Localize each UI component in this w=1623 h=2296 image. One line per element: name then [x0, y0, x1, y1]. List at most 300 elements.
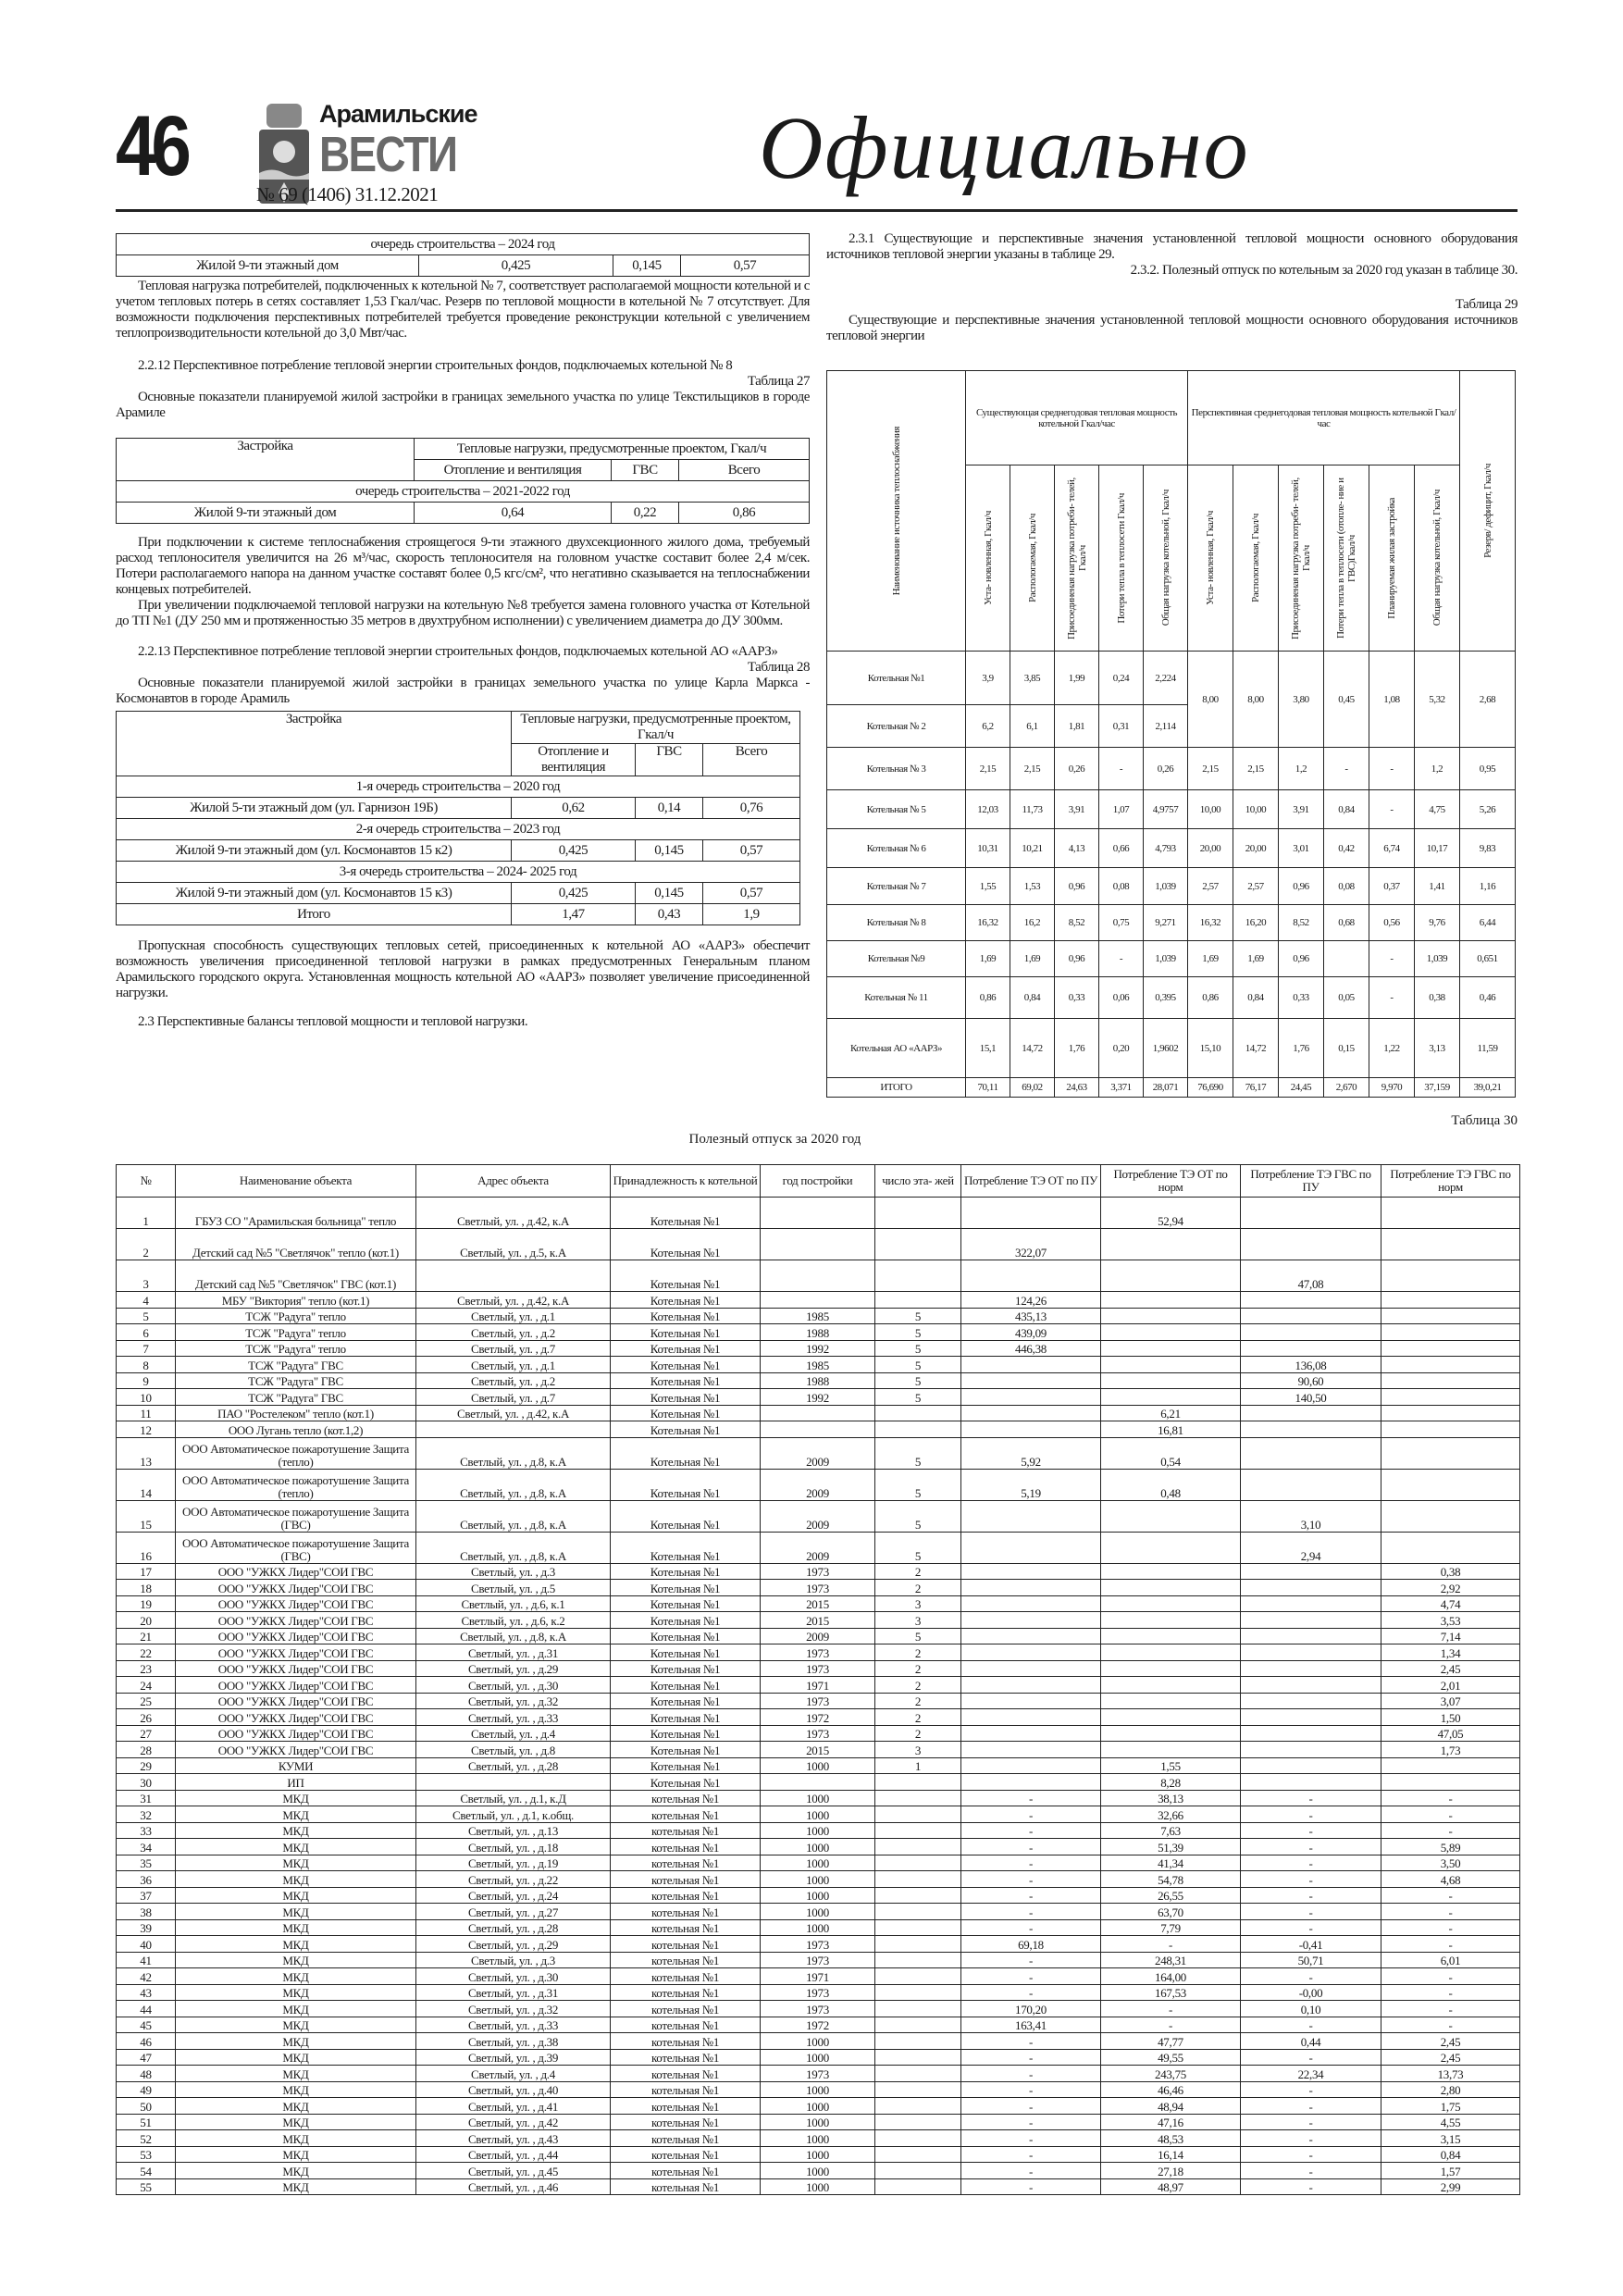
cell: 3,01 — [1279, 829, 1324, 868]
cell: - — [1099, 941, 1144, 977]
cell: 3 — [875, 1742, 961, 1758]
cell — [875, 1887, 961, 1904]
cell: 37,159 — [1415, 1078, 1460, 1098]
cell: 38 — [117, 1904, 176, 1920]
table-row — [117, 840, 800, 862]
cell: Котельная №1 — [611, 1357, 761, 1373]
cell: Светлый, ул. , д.7 — [416, 1340, 611, 1357]
cell: Светлый, ул. , д.6, к.2 — [416, 1612, 611, 1629]
cell — [961, 1580, 1101, 1596]
cell: 39,0,21 — [1460, 1078, 1516, 1098]
boiler-name: Котельная № 7 — [827, 868, 966, 905]
cell: 8,52 — [1279, 905, 1324, 941]
cell: котельная №1 — [611, 2098, 761, 2115]
cell — [1101, 1229, 1241, 1260]
cell: Котельная №1 — [611, 1725, 761, 1742]
cell: - — [1101, 2017, 1241, 2033]
header-cell: Перспективная среднегодовая тепловая мощность котельной Гкал/час — [1188, 371, 1460, 465]
cell: 3,371 — [1099, 1078, 1144, 1098]
cell: 2009 — [761, 1532, 875, 1563]
cell: 28,071 — [1144, 1078, 1188, 1098]
cell: ООО "УЖКХ Лидер"СОИ ГВС — [176, 1677, 416, 1694]
boiler-name: ИТОГО — [827, 1078, 966, 1098]
table-row — [117, 1469, 1520, 1500]
cell — [1241, 1198, 1381, 1229]
cell: 6,44 — [1460, 905, 1516, 941]
cell: 0,425 — [419, 255, 613, 277]
cell: 1992 — [761, 1340, 875, 1357]
cell: ТСЖ "Радуга" тепло — [176, 1340, 416, 1357]
cell: Светлый, ул. , д.46 — [416, 2178, 611, 2195]
cell: 2,45 — [1381, 2033, 1520, 2050]
cell: 22,34 — [1241, 2066, 1381, 2082]
cell: 0,10 — [1241, 2001, 1381, 2017]
cell: 5 — [875, 1308, 961, 1324]
page-number: 46 — [116, 99, 187, 193]
cell: ООО "УЖКХ Лидер"СОИ ГВС — [176, 1644, 416, 1661]
boiler-name: Котельная № 5 — [827, 790, 966, 829]
cell: 1972 — [761, 1709, 875, 1726]
cell: 2 — [875, 1660, 961, 1677]
cell: Котельная №1 — [611, 1405, 761, 1421]
cell: 6,1 — [1010, 705, 1055, 748]
cell — [416, 1774, 611, 1791]
cell: 52 — [117, 2130, 176, 2147]
cell: 1000 — [761, 2178, 875, 2195]
cell: Котельная №1 — [611, 1372, 761, 1389]
cell: ООО Лугань тепло (кот.1,2) — [176, 1421, 416, 1438]
cell: 1000 — [761, 1871, 875, 1888]
cell: 140,50 — [1241, 1389, 1381, 1406]
cell: 20 — [117, 1612, 176, 1629]
stage-row: очередь строительства – 2024 год — [117, 234, 810, 255]
cell: Детский сад №5 "Светлячок" ГВС (кот.1) — [176, 1260, 416, 1292]
cell: котельная №1 — [611, 1968, 761, 1985]
cell: 1000 — [761, 2098, 875, 2115]
cell — [961, 1389, 1101, 1406]
cell: - — [1369, 977, 1415, 1019]
cell — [961, 1742, 1101, 1758]
cell: - — [1381, 1936, 1520, 1953]
cell — [1241, 1644, 1381, 1661]
cell — [1101, 1660, 1241, 1677]
column-header: Принадлежность к котельной — [611, 1165, 761, 1198]
header-cell — [1010, 465, 1055, 652]
cell — [875, 1292, 961, 1309]
cell: 22 — [117, 1644, 176, 1661]
cell: Светлый, ул. , д.32 — [416, 2001, 611, 2017]
table-row — [117, 2163, 1520, 2179]
cell: 10,21 — [1010, 829, 1055, 868]
cell: 47,77 — [1101, 2033, 1241, 2050]
cell: ТСЖ "Радуга" тепло — [176, 1308, 416, 1324]
header-cell: Отопление и вентиляция — [512, 744, 636, 776]
cell — [961, 1660, 1101, 1677]
cell — [875, 2033, 961, 2050]
stage-row: 2-я очередь строительства – 2023 год — [117, 819, 800, 840]
cell: котельная №1 — [611, 1839, 761, 1855]
table-row — [117, 2098, 1520, 2115]
cell: 9 — [117, 1372, 176, 1389]
cell: 136,08 — [1241, 1357, 1381, 1373]
header-cell: ГВС — [636, 744, 703, 776]
cell: 1,57 — [1381, 2163, 1520, 2179]
cell: 1000 — [761, 2163, 875, 2179]
cell: - — [1241, 1822, 1381, 1839]
cell: 1973 — [761, 1563, 875, 1580]
cell — [1101, 1324, 1241, 1341]
cell: 3,15 — [1381, 2130, 1520, 2147]
cell: Жилой 5-ти этажный дом (ул. Гарнизон 19Б) — [117, 798, 512, 819]
table-30-title: Полезный отпуск за 2020 год — [688, 1132, 861, 1147]
cell: 14 — [117, 1469, 176, 1500]
cell: 1 — [875, 1757, 961, 1774]
cell — [875, 1260, 961, 1292]
cell: 2,15 — [1010, 748, 1055, 790]
cell — [1241, 1725, 1381, 1742]
cell: 29 — [117, 1757, 176, 1774]
cell: 2 — [875, 1693, 961, 1709]
cell: МКД — [176, 2049, 416, 2066]
cell — [1381, 1229, 1520, 1260]
cell — [875, 1198, 961, 1229]
cell — [1101, 1580, 1241, 1596]
cell: Светлый, ул. , д.45 — [416, 2163, 611, 2179]
cell: КУМИ — [176, 1757, 416, 1774]
cell: 167,53 — [1101, 1984, 1241, 2001]
cell: 2,45 — [1381, 1660, 1520, 1677]
cell — [875, 2114, 961, 2130]
cell: 26 — [117, 1709, 176, 1726]
cell: 3,53 — [1381, 1612, 1520, 1629]
cell: котельная №1 — [611, 1984, 761, 2001]
column-header: Наименование объекта — [176, 1165, 416, 1198]
table-row — [827, 1019, 1516, 1078]
cell — [1241, 1324, 1381, 1341]
header-cell: ГВС — [612, 460, 679, 481]
cell: - — [1099, 748, 1144, 790]
cell: 7 — [117, 1340, 176, 1357]
cell: 48,53 — [1101, 2130, 1241, 2147]
cell: 26,55 — [1101, 1887, 1241, 1904]
cell — [875, 2178, 961, 2195]
cell: 1973 — [761, 2066, 875, 2082]
cell: 0,96 — [1055, 868, 1099, 905]
cell: Котельная №1 — [611, 1340, 761, 1357]
cell: 8,00 — [1188, 652, 1233, 748]
table-29-label: Таблица 29 — [1455, 297, 1518, 312]
cell: Светлый, ул. , д.8, к.А — [416, 1532, 611, 1563]
cell: Котельная №1 — [611, 1532, 761, 1563]
header-cell — [1369, 465, 1415, 652]
cell: 46 — [117, 2033, 176, 2050]
boiler-name: Котельная № 2 — [827, 705, 966, 748]
cell: Светлый, ул. , д.4 — [416, 1725, 611, 1742]
cell — [1241, 1677, 1381, 1694]
cell: Светлый, ул. , д.19 — [416, 1855, 611, 1871]
cell: 8,28 — [1101, 1774, 1241, 1791]
boiler-name: Котельная № 8 — [827, 905, 966, 941]
cell: 8,52 — [1055, 905, 1099, 941]
cell — [1101, 1292, 1241, 1309]
cell: 48,97 — [1101, 2178, 1241, 2195]
cell: котельная №1 — [611, 2163, 761, 2179]
table-row — [827, 905, 1516, 941]
cell — [1101, 1612, 1241, 1629]
cell: котельная №1 — [611, 2033, 761, 2050]
cell: 40 — [117, 1936, 176, 1953]
cell — [1381, 1757, 1520, 1774]
cell: 76,17 — [1233, 1078, 1279, 1098]
cell: 46,46 — [1101, 2081, 1241, 2098]
cell: 4,74 — [1381, 1595, 1520, 1612]
cell: Светлый, ул. , д.8, к.А — [416, 1628, 611, 1644]
cell — [961, 1372, 1101, 1389]
table-row — [117, 1198, 1520, 1229]
table-27-caption: Основные показатели планируемой жилой застройки в границах земельного участка по улице Текстильщиков в городе Арамиле — [116, 390, 810, 420]
cell: 6,01 — [1381, 1952, 1520, 1968]
cell: 3,50 — [1381, 1855, 1520, 1871]
cell: МКД — [176, 1904, 416, 1920]
left-column — [116, 233, 810, 1030]
cell: 1000 — [761, 2081, 875, 2098]
cell: 16 — [117, 1532, 176, 1563]
cell: МКД — [176, 2163, 416, 2179]
cell: 1,75 — [1381, 2098, 1520, 2115]
cell: 1000 — [761, 1919, 875, 1936]
cell: 1,69 — [1010, 941, 1055, 977]
table-row — [117, 2001, 1520, 2017]
cell: МБУ "Виктория" тепло (кот.1) — [176, 1292, 416, 1309]
cell: котельная №1 — [611, 2049, 761, 2066]
cell: - — [1381, 1968, 1520, 1985]
boiler-name: Котельная № 3 — [827, 748, 966, 790]
cell: 0,62 — [512, 798, 636, 819]
cell: 2 — [875, 1725, 961, 1742]
cell: 4 — [117, 1292, 176, 1309]
boiler-name: Котельная АО «ААРЗ» — [827, 1019, 966, 1078]
cell: 0,86 — [1188, 977, 1233, 1019]
header-cell: Всего — [679, 460, 810, 481]
cell: 1000 — [761, 1822, 875, 1839]
cell: 435,13 — [961, 1308, 1101, 1324]
cell: Светлый, ул. , д.3 — [416, 1563, 611, 1580]
cell: 0,86 — [679, 503, 810, 524]
cell: ТСЖ "Радуга" ГВС — [176, 1372, 416, 1389]
cell: котельная №1 — [611, 2066, 761, 2082]
cell: 1973 — [761, 1580, 875, 1596]
cell — [961, 1612, 1101, 1629]
cell: 1,22 — [1369, 1019, 1415, 1078]
table-row — [117, 776, 800, 798]
header-text: Уста- новленная, Гкал/ч — [1205, 511, 1216, 605]
table-row — [117, 904, 800, 925]
issue-info: № 69 (1406) 31.12.2021 — [256, 183, 439, 205]
cell: 24 — [117, 1677, 176, 1694]
cell: - — [1241, 1919, 1381, 1936]
table-row — [117, 1725, 1520, 1742]
cell: 1,81 — [1055, 705, 1099, 748]
cell — [1381, 1469, 1520, 1500]
cell: 3,80 — [1279, 652, 1324, 748]
cell: 0,06 — [1099, 977, 1144, 1019]
cell: 1,9602 — [1144, 1019, 1188, 1078]
cell — [1101, 1500, 1241, 1532]
cell: 70,11 — [966, 1078, 1010, 1098]
cell: 37 — [117, 1887, 176, 1904]
header-cell — [1188, 465, 1233, 652]
cell: - — [961, 1919, 1101, 1936]
cell: 1973 — [761, 1984, 875, 2001]
cell: 2 — [875, 1677, 961, 1694]
cell — [1101, 1725, 1241, 1742]
cell: 2,15 — [966, 748, 1010, 790]
cell: - — [961, 1904, 1101, 1920]
cell — [1241, 1612, 1381, 1629]
cell: - — [961, 2066, 1101, 2082]
cell: 41 — [117, 1952, 176, 1968]
cell: Светлый, ул. , д.29 — [416, 1660, 611, 1677]
cell: 13,73 — [1381, 2066, 1520, 2082]
cell: Светлый, ул. , д.38 — [416, 2033, 611, 2050]
paragraph: Тепловая нагрузка потребителей, подключенных к котельной № 7, соответствует располагаемой мощности котельной и с учетом тепловых потерь в сетях составляет 1,53 Гкал/час. Резерв по тепловой мощности в котельной № 7 отсутствует. Для возможности подключения перспективных потребителей требуется проведение реконструкции котельной с увеличением теплопроизводительности котельной до 3,0 Мвт/час. — [116, 279, 810, 341]
cell: - — [961, 1839, 1101, 1855]
cell: котельная №1 — [611, 1936, 761, 1953]
table-row — [117, 1372, 1520, 1389]
table-row — [117, 1389, 1520, 1406]
cell: 0,75 — [1099, 905, 1144, 941]
column-header: № — [117, 1165, 176, 1198]
table-row — [117, 2049, 1520, 2066]
cell — [875, 2098, 961, 2115]
cell: ООО "УЖКХ Лидер"СОИ ГВС — [176, 1742, 416, 1758]
table-row — [827, 1078, 1516, 1098]
cell: 23 — [117, 1660, 176, 1677]
cell — [961, 1709, 1101, 1726]
header-cell — [1415, 465, 1460, 652]
cell — [875, 1806, 961, 1823]
cell: - — [1381, 1790, 1520, 1806]
cell — [761, 1774, 875, 1791]
cell: - — [1241, 1871, 1381, 1888]
cell — [1241, 1292, 1381, 1309]
table-row — [117, 1580, 1520, 1596]
cell: 2,57 — [1233, 868, 1279, 905]
cell — [1381, 1532, 1520, 1563]
cell: 1992 — [761, 1389, 875, 1406]
cell: 0,56 — [1369, 905, 1415, 941]
cell: - — [961, 1855, 1101, 1871]
cell: 15,1 — [966, 1019, 1010, 1078]
cell: Светлый, ул. , д.8 — [416, 1742, 611, 1758]
cell: МКД — [176, 1936, 416, 1953]
cell: котельная №1 — [611, 1904, 761, 1920]
cell: 0,145 — [613, 255, 681, 277]
cell: Котельная №1 — [611, 1324, 761, 1341]
table-row — [827, 977, 1516, 1019]
cell: 0,425 — [512, 840, 636, 862]
cell: - — [961, 1806, 1101, 1823]
cell: 2,94 — [1241, 1532, 1381, 1563]
cell: - — [961, 2130, 1101, 2147]
cell: 14,72 — [1010, 1019, 1055, 1078]
cell: 44 — [117, 2001, 176, 2017]
cell: МКД — [176, 2130, 416, 2147]
cell: Светлый, ул. , д.8, к.А — [416, 1500, 611, 1532]
cell — [1241, 1660, 1381, 1677]
cell: 3 — [117, 1260, 176, 1292]
table-row — [117, 1839, 1520, 1855]
cell: - — [1241, 1904, 1381, 1920]
cell: Котельная №1 — [611, 1709, 761, 1726]
cell: - — [1241, 2163, 1381, 2179]
cell: МКД — [176, 1919, 416, 1936]
cell: 2 — [875, 1709, 961, 1726]
table-row — [117, 2033, 1520, 2050]
cell: 0,84 — [1381, 2146, 1520, 2163]
cell — [761, 1292, 875, 1309]
cell: Светлый, ул. , д.4 — [416, 2066, 611, 2082]
cell — [875, 1839, 961, 1855]
cell — [875, 1919, 961, 1936]
cell: МКД — [176, 2017, 416, 2033]
cell: 11,73 — [1010, 790, 1055, 829]
cell: Котельная №1 — [611, 1580, 761, 1596]
cell: 51 — [117, 2114, 176, 2130]
cell: 0,395 — [1144, 977, 1188, 1019]
cell: 16,32 — [1188, 905, 1233, 941]
table-row — [117, 819, 800, 840]
cell: - — [1369, 790, 1415, 829]
cell: 27 — [117, 1725, 176, 1742]
cell: Светлый, ул. , д.41 — [416, 2098, 611, 2115]
header-cell — [827, 371, 966, 652]
cell: Светлый, ул. , д.29 — [416, 1936, 611, 1953]
cell: Котельная №1 — [611, 1677, 761, 1694]
table-row — [117, 1628, 1520, 1644]
cell: 5,32 — [1415, 652, 1460, 748]
cell — [1381, 1308, 1520, 1324]
cell — [416, 1260, 611, 1292]
cell — [1381, 1324, 1520, 1341]
cell — [875, 1968, 961, 1985]
cell: - — [961, 1887, 1101, 1904]
cell: Светлый, ул. , д.6, к.1 — [416, 1595, 611, 1612]
cell: 2,15 — [1233, 748, 1279, 790]
cell: 0,64 — [415, 503, 612, 524]
cell: МКД — [176, 1871, 416, 1888]
cell: ООО "УЖКХ Лидер"СОИ ГВС — [176, 1725, 416, 1742]
cell: 4,75 — [1415, 790, 1460, 829]
cell: - — [1241, 1839, 1381, 1855]
cell — [1381, 1198, 1520, 1229]
cell: МКД — [176, 1822, 416, 1839]
cell: 1,08 — [1369, 652, 1415, 748]
cell: 248,31 — [1101, 1952, 1241, 1968]
cell: 2,68 — [1460, 652, 1516, 748]
cell — [1101, 1260, 1241, 1292]
cell: Жилой 9-ти этажный дом — [117, 255, 419, 277]
cell: МКД — [176, 2178, 416, 2195]
cell — [961, 1757, 1101, 1774]
cell: 41,34 — [1101, 1855, 1241, 1871]
cell: 1988 — [761, 1372, 875, 1389]
cell: ООО "УЖКХ Лидер"СОИ ГВС — [176, 1563, 416, 1580]
cell: 1972 — [761, 2017, 875, 2033]
cell: 1,76 — [1055, 1019, 1099, 1078]
table-row — [117, 1260, 1520, 1292]
cell: Котельная №1 — [611, 1612, 761, 1629]
